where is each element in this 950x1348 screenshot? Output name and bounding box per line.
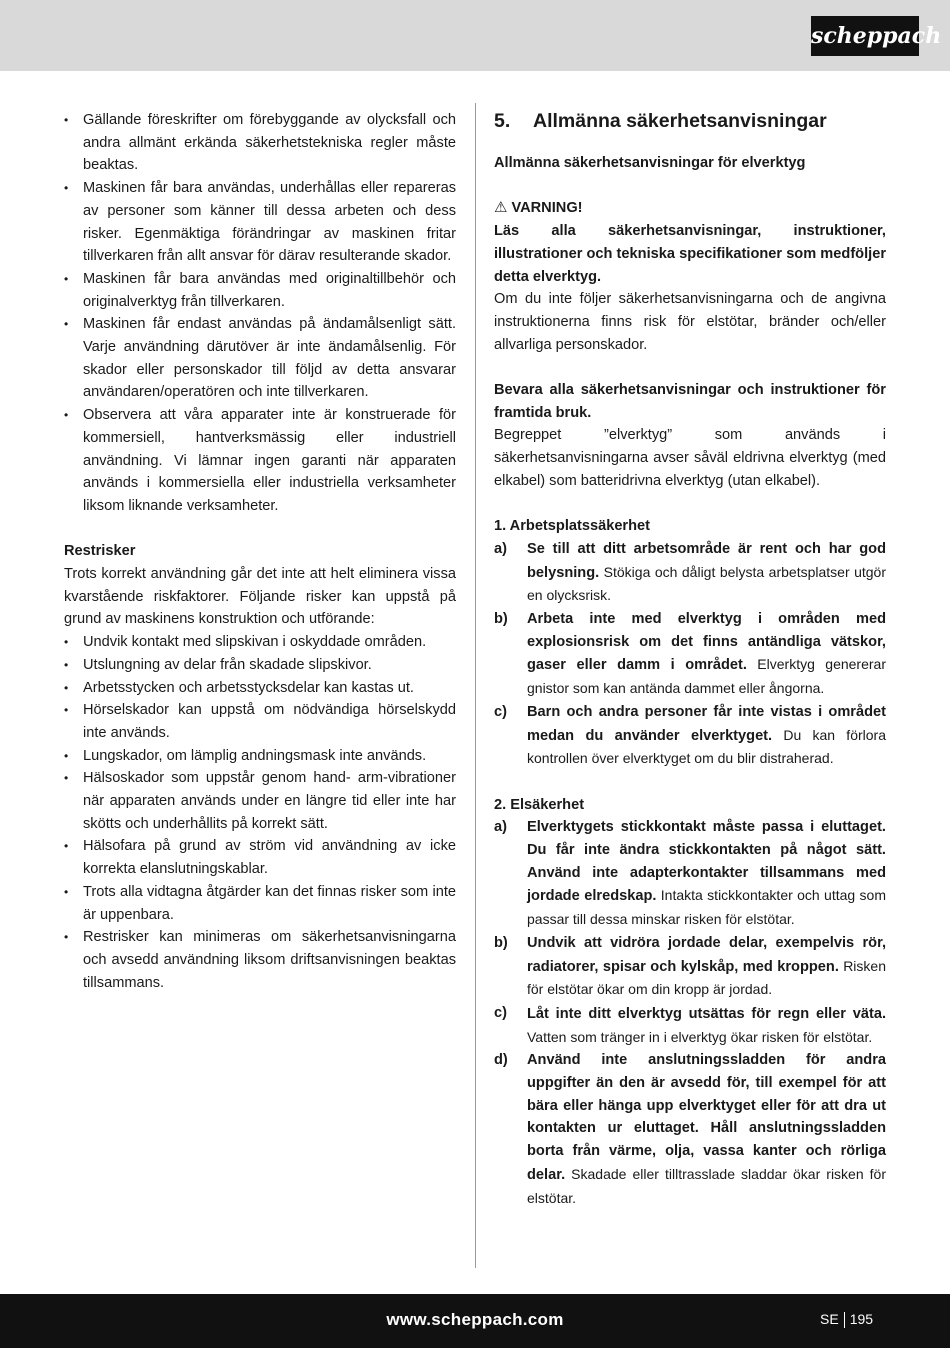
residual-risks-intro: Trots korrekt användning går det inte att helt eliminera vissa kvarstående riskfaktorer. Följande risker kan uppstå på grund av maskinens konstruktion och utförande: (64, 566, 456, 628)
warning-triangle-icon: ⚠ (494, 199, 508, 217)
residual-risks-heading: Restrisker (64, 543, 136, 560)
list-item: • Restrisker kan minimeras om säkerhetsanvisningarna och avsedd användning liksom driftsanvisningen beaktas tillsammans. (64, 926, 456, 994)
list-item: b) Undvik att vidröra jordade delar, exempelvis rör, radiatorer, spisar och kylskåp, med kroppen. Risken för elstötar ökar om din kropp är jordad. (494, 934, 886, 998)
residual-risks-list (64, 631, 456, 994)
list-item: • Lungskador, om lämplig andningsmask inte används. (64, 745, 456, 768)
warning-text: Om du inte följer säkerhetsanvisningarna och de angivna instruktionerna finns risk för elstötar, bränder och/eller allvarliga personskador. (494, 291, 886, 353)
list-item: • Maskinen får endast användas på ändamålsenligt sätt. Varje användning därutöver är inte ändamålsenlig. För skador eller personskador till följd av detta ansvarar användaren/operatören och inte tillverkaren. (64, 313, 456, 404)
electrical-safety-heading: 2. Elsäkerhet (494, 796, 585, 813)
electrical-safety-list (494, 816, 886, 1210)
list-item: • Gällande föreskrifter om förebyggande av olycksfall och andra allmänt erkända säkerhetstekniska regler måste beaktas. (64, 109, 456, 177)
keep-instructions-bold: Bevara alla säkerhetsanvisningar och instruktioner för framtida bruk. (494, 382, 886, 421)
list-item: • Arbetsstycken och arbetsstycksdelar kan kastas ut. (64, 677, 456, 700)
list-item: • Hörselskador kan uppstå om nödvändiga hörselskydd inte används. (64, 699, 456, 744)
list-item: • Maskinen får bara användas, underhållas eller repareras av personer som känner till dessa arbeten och dess risker. Egenmäktiga förändringar av maskinen fritar tillverkaren från allt ansvar för därav resulterande skador. (64, 177, 456, 268)
list-item: c) Låt inte ditt elverktyg utsättas för regn eller väta. Vatten som tränger in i elverktyg ökar risken för elstötar. (494, 1004, 886, 1045)
section-title (494, 109, 886, 133)
list-item: • Hälsoskador som uppstår genom hand- arm-vibrationer när apparaten används under en längre tid eller inte har skötts och underhållits på korrekt sätt. (64, 767, 456, 835)
list-item: d) Använd inte anslutningssladden för andra uppgifter än den är avsedd för, till exempel för att bära eller hänga upp elverktyget eller för att dra ut kontakten ur eluttaget. Håll anslutningssladden borta från värme, olja, vassa kanter och rörliga delar. Skadade eller tilltrasslade sladdar ökar risken för elstötar. (494, 1052, 886, 1206)
left-column (64, 109, 456, 994)
list-item: • Utslungning av delar från skadade slipskivor. (64, 654, 456, 677)
list-item: • Maskinen får bara användas med originaltillbehör och originalverktyg från tillverkaren. (64, 268, 456, 313)
warning-label: VARNING! (511, 200, 583, 217)
list-item: c) Barn och andra personer får inte vistas i området medan du använder elverktyget. Du kan förlora kontrollen över elverktyget om du blir distraherad. (494, 703, 886, 767)
page-number-value: 195 (849, 1311, 874, 1327)
section-title-text: Allmänna säkerhetsanvisningar (533, 110, 827, 132)
list-item: • Hälsofara på grund av ström vid användning av icke korrekta elanslutningskablar. (64, 835, 456, 880)
list-item: a) Elverktygets stickkontakt måste passa i eluttaget. Du får inte ändra stickkontakten på något sätt. Använd inte adapterkontakter tillsammans med jordade elredskap. Intakta stickkontakter och uttag som passar till dessa minskar risken för elstötar. (494, 819, 886, 928)
work-safety-list (494, 538, 886, 771)
keep-instructions-text: Begreppet ”elverktyg” som används i säkerhetsanvisningarna avser såväl eldrivna elverktyg (med elkabel) som batteridrivna elverktyg (utan elkabel). (494, 427, 886, 489)
right-column (494, 109, 886, 1210)
brand-logo: scheppach (811, 16, 919, 56)
general-rules-list (64, 109, 456, 518)
list-item: • Trots alla vidtagna åtgärder kan det finnas risker som inte är uppenbara. (64, 881, 456, 926)
section-subtitle: Allmänna säkerhetsanvisningar för elverktyg (494, 155, 806, 171)
language-code: SE (820, 1311, 839, 1327)
list-item: • Observera att våra apparater inte är konstruerade för kommersiell, hantverksmässig eller industriell användning. Vi lämnar ingen garanti när apparaten används i kommersiella eller industriella verksamheter liksom liknande verksamheter. (64, 404, 456, 518)
work-safety-heading: 1. Arbetsplatssäkerhet (494, 518, 651, 535)
list-item: a) Se till att ditt arbetsområde är rent och har god belysning. Stökiga och dåligt belysta arbetsplatser utgör en olycksrisk. (494, 540, 886, 604)
page-number (820, 1311, 890, 1328)
warning-heading (494, 197, 886, 220)
column-divider (475, 103, 476, 1268)
warning-bold-text: Läs alla säkerhetsanvisningar, instruktioner, illustrationer och tekniska specifikationer som medföljer detta elverktyg. (494, 223, 886, 285)
page-header (0, 0, 950, 71)
section-number: 5. (494, 110, 511, 132)
page-footer (0, 1294, 950, 1348)
list-item: • Undvik kontakt med slipskivan i oskyddade områden. (64, 631, 456, 654)
list-item: b) Arbeta inte med elverktyg i områden med explosionsrisk om det finns antändliga vätskor, gaser eller damm i området. Elverktyg genererar gnistor som kan antända dammet eller ångorna. (494, 611, 886, 697)
website-link[interactable]: www.scheppach.com (386, 1310, 564, 1329)
